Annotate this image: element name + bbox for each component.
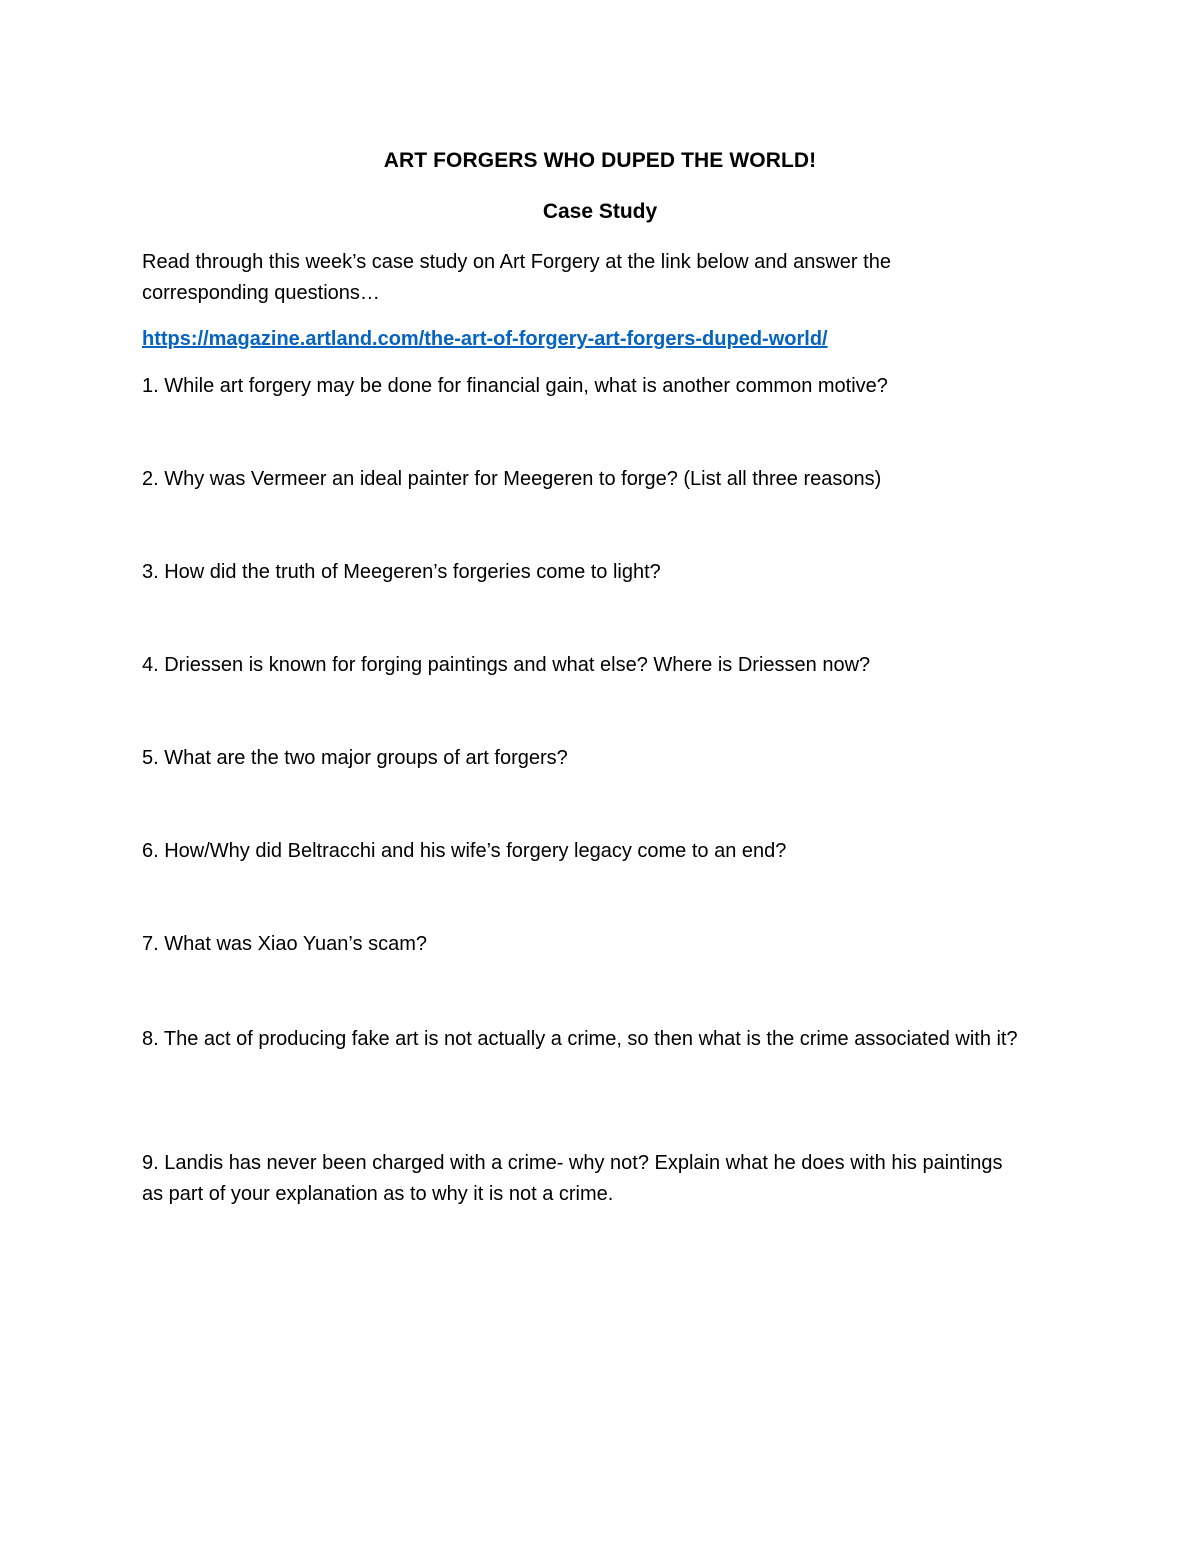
intro-paragraph: Read through this week’s case study on Art Forgery at the link below and answer the corresponding questions…	[142, 251, 891, 304]
case-study-link[interactable]: https://magazine.artland.com/the-art-of-forgery-art-forgers-duped-world/	[142, 328, 828, 350]
question-5: 5. What are the two major groups of art forgers?	[142, 747, 568, 769]
question-6: 6. How/Why did Beltracchi and his wife’s forgery legacy come to an end?	[142, 840, 787, 862]
document-subtitle: Case Study	[542, 200, 658, 223]
question-8: 8. The act of producing fake art is not actually a crime, so then what is the crime associated with it?	[142, 1028, 1018, 1050]
question-7: 7. What was Xiao Yuan’s scam?	[142, 933, 427, 955]
question-3: 3. How did the truth of Meegeren’s forgeries come to light?	[142, 561, 661, 583]
question-4: 4. Driessen is known for forging paintings and what else? Where is Driessen now?	[142, 654, 871, 676]
question-9: 9. Landis has never been charged with a crime- why not? Explain what he does with his paintings as part of your explanation as to why it is not a crime.	[142, 1152, 1003, 1205]
document-title: ART FORGERS WHO DUPED THE WORLD!	[383, 149, 817, 172]
question-1: 1. While art forgery may be done for financial gain, what is another common motive?	[142, 375, 888, 397]
question-2: 2. Why was Vermeer an ideal painter for Meegeren to forge? (List all three reasons)	[142, 468, 882, 490]
